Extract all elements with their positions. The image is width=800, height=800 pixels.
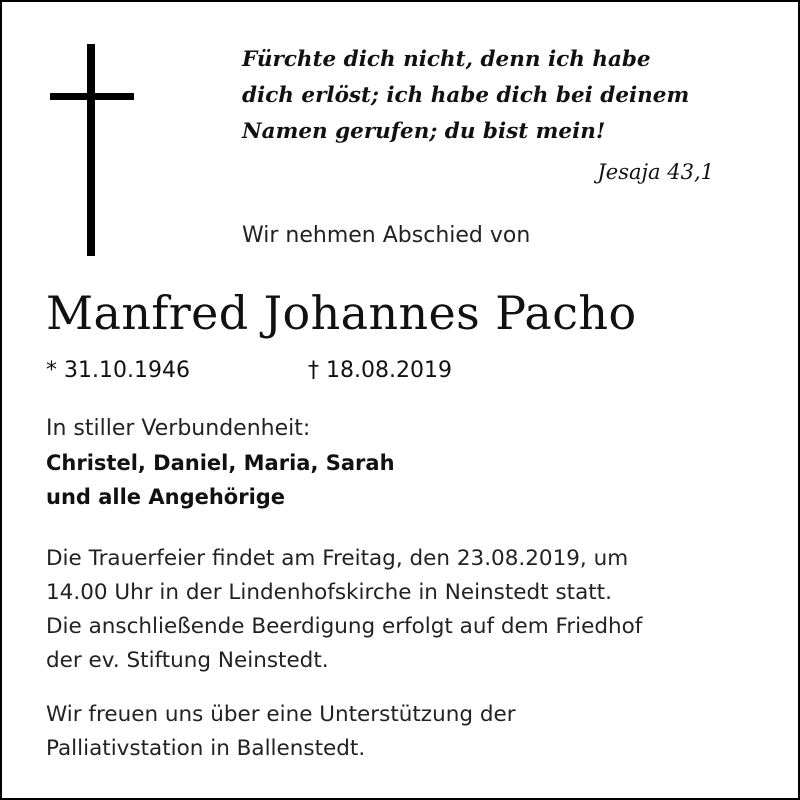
verse-reference: Jesaja 43,1 — [597, 160, 714, 184]
farewell-text: Wir nehmen Abschied von — [242, 223, 531, 248]
deceased-name: Manfred Johannes Pacho — [46, 286, 637, 340]
family-names-line: Christel, Daniel, Maria, Sarah — [46, 451, 395, 475]
cross-horizontal-bar — [50, 93, 134, 100]
support-info — [46, 698, 776, 766]
support-line: Palliativstation in Ballenstedt. — [46, 736, 366, 761]
family-section — [46, 412, 766, 514]
service-line: der ev. Stiftung Neinstedt. — [46, 648, 329, 673]
service-info — [46, 542, 776, 678]
cross-icon — [47, 44, 137, 256]
cross-vertical-bar — [87, 44, 95, 256]
service-line: 14.00 Uhr in der Lindenhofskirche in Neinstedt statt. — [46, 580, 612, 605]
death-date: † 18.08.2019 — [308, 358, 452, 383]
family-names-line: und alle Angehörige — [46, 485, 286, 509]
service-line: Die anschließende Beerdigung erfolgt auf dem Friedhof — [46, 614, 643, 639]
verse-line: Fürchte dich nicht, denn ich habe — [242, 47, 651, 72]
support-line: Wir freuen uns über eine Unterstützung der — [46, 702, 516, 727]
family-lead: In stiller Verbundenheit: — [46, 416, 311, 441]
bible-verse — [242, 42, 782, 150]
verse-line: dich erlöst; ich habe dich bei deinem — [242, 83, 690, 108]
birth-date: * 31.10.1946 — [46, 358, 190, 383]
service-line: Die Trauerfeier findet am Freitag, den 23.08.2019, um — [46, 546, 629, 571]
verse-line: Namen gerufen; du bist mein! — [242, 119, 606, 144]
